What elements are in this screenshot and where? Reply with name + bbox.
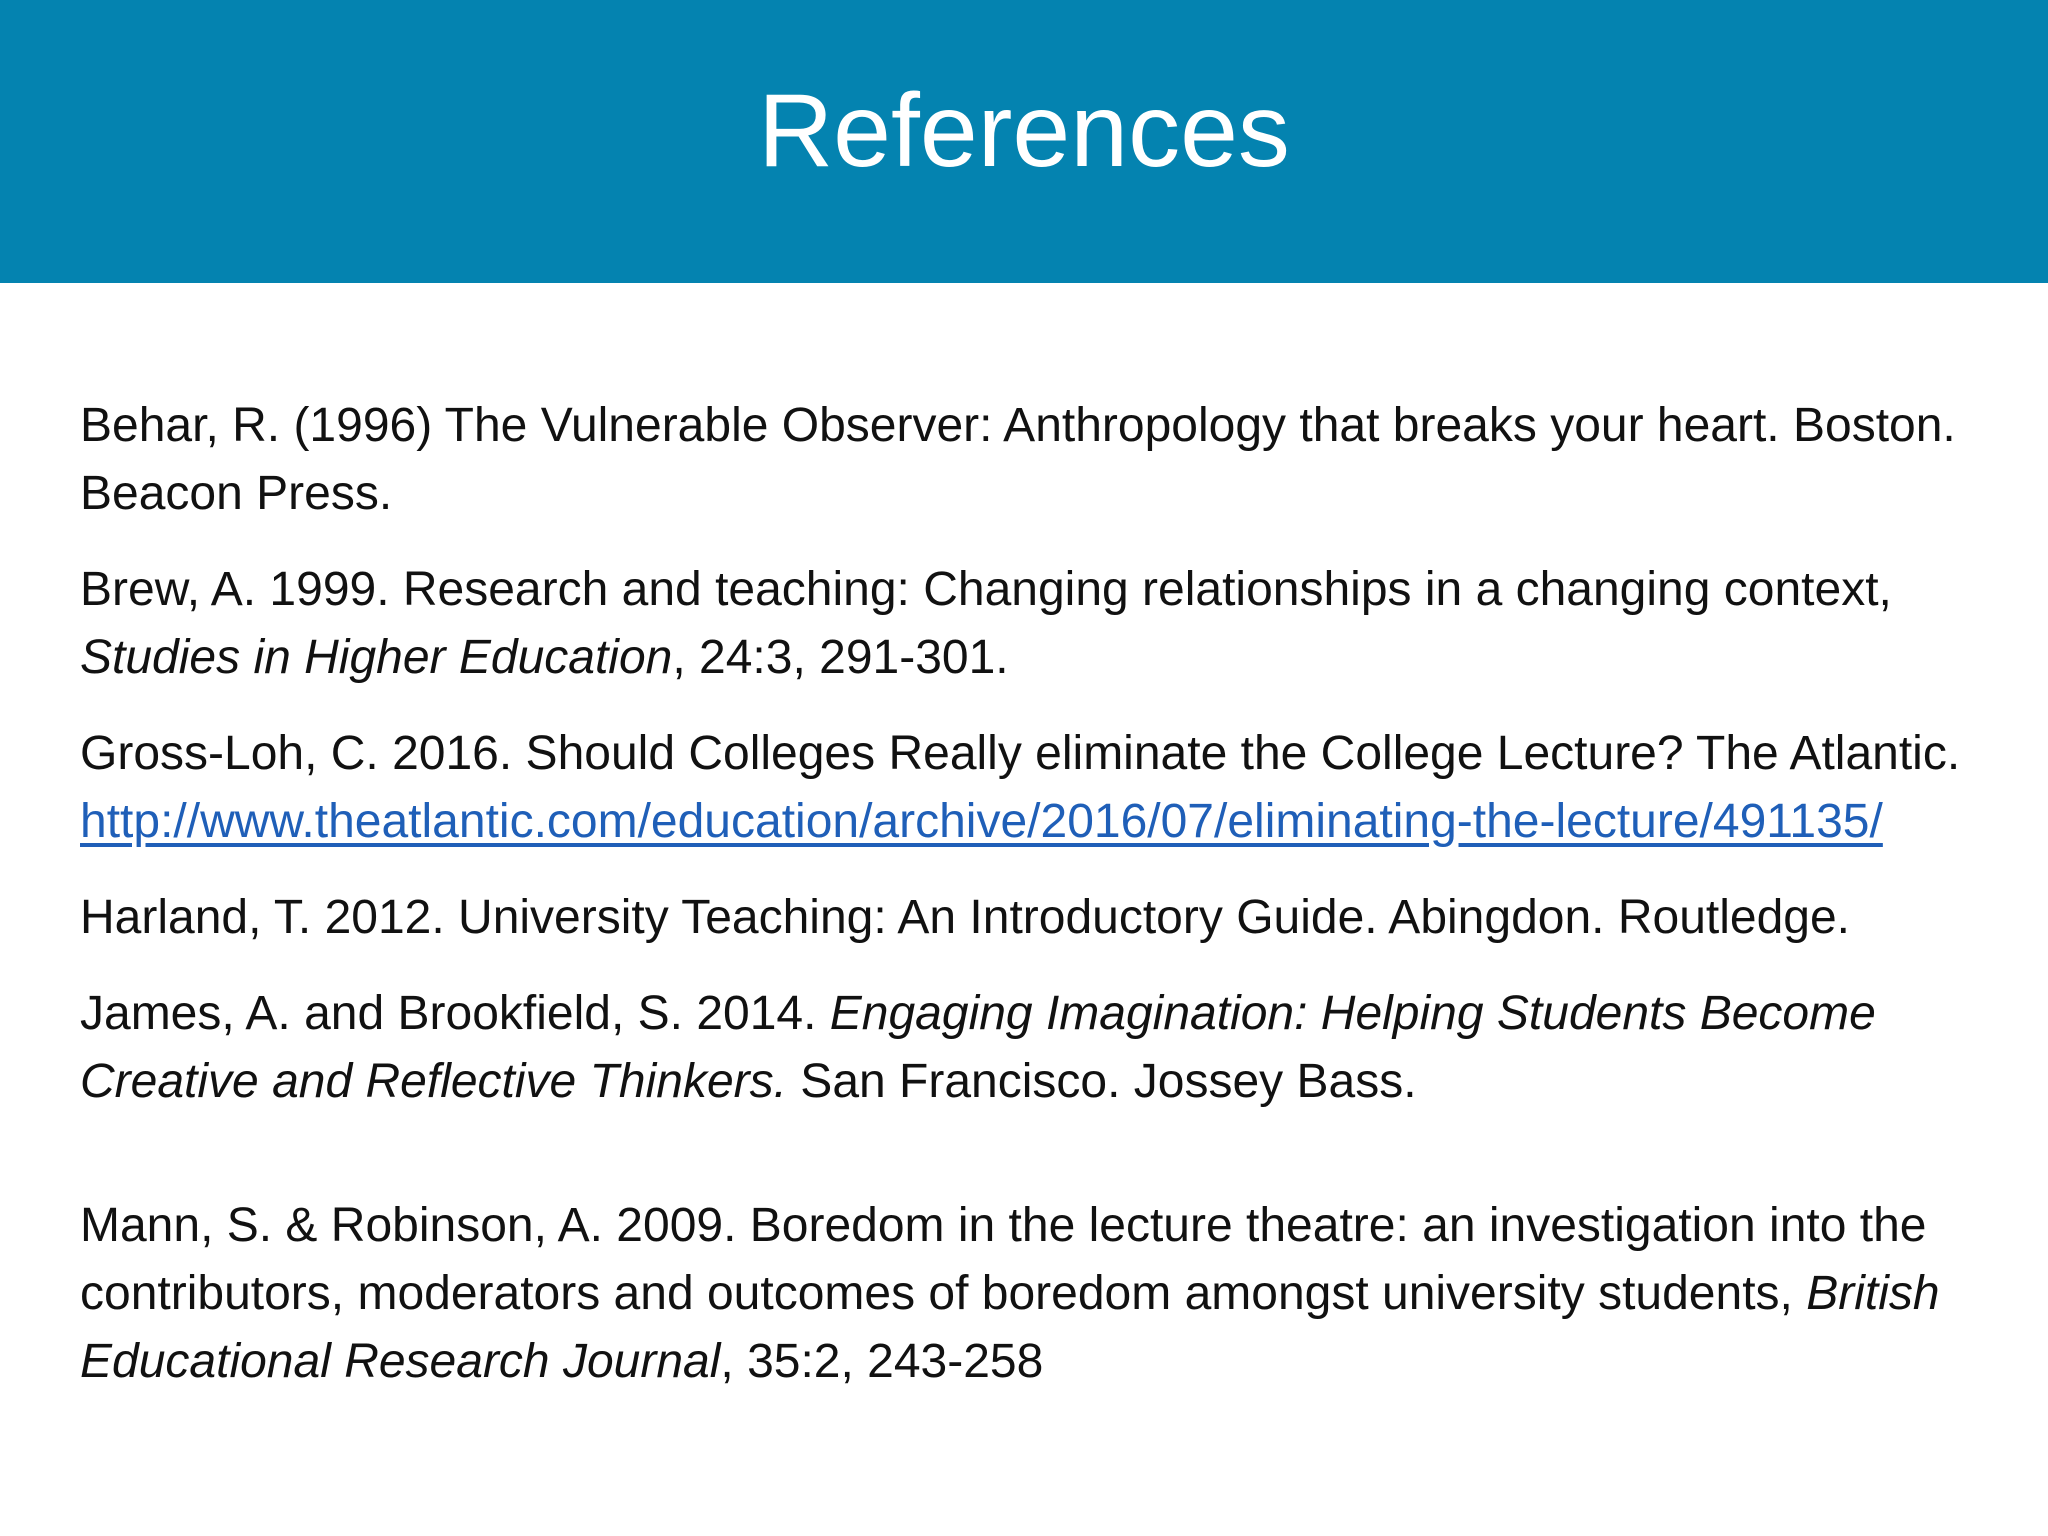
reference-text: Gross-Loh, C. 2016. Should Colleges Really eliminate the College Lecture? The Atlantic. (80, 727, 1961, 780)
reference-text: Harland, T. 2012. University Teaching: An Introductory Guide. Abingdon. Routledge. (80, 891, 1850, 944)
reference-mann-robinson (80, 1192, 2020, 1396)
reference-gross-loh (80, 720, 2020, 856)
journal-title: British Educational Research Journal (80, 1267, 1940, 1388)
reference-text: Mann, S. & Robinson, A. 2009. Boredom in the lecture theatre: an investigation into the contributors, moderators and outcomes of boredom amongst university students, (80, 1199, 1927, 1320)
slide-header (0, 0, 2048, 283)
reference-james-brookfield (80, 980, 2020, 1116)
references-list (80, 392, 2020, 1424)
reference-text: James, A. and Brookfield, S. 2014. (80, 987, 830, 1040)
journal-title: Studies in Higher Education (80, 631, 673, 684)
atlantic-article-link[interactable]: http://www.theatlantic.com/education/archive/2016/07/eliminating-the-lecture/491135/ (80, 795, 1883, 848)
slide-title: References (758, 73, 1290, 189)
reference-text: Behar, R. (1996) The Vulnerable Observer: Anthropology that breaks your heart. Boston. Beacon Press. (80, 399, 1956, 520)
reference-details: , 35:2, 243-258 (720, 1335, 1044, 1388)
reference-brew (80, 556, 2020, 692)
reference-text: Brew, A. 1999. Research and teaching: Changing relationships in a changing context, (80, 563, 1892, 616)
reference-harland (80, 884, 2020, 952)
book-title: Engaging Imagination: Helping Students Become Creative and Reflective Thinkers. (80, 987, 1876, 1108)
reference-details: San Francisco. Jossey Bass. (786, 1055, 1417, 1108)
reference-details: , 24:3, 291-301. (672, 631, 1009, 684)
reference-behar (80, 392, 2020, 528)
